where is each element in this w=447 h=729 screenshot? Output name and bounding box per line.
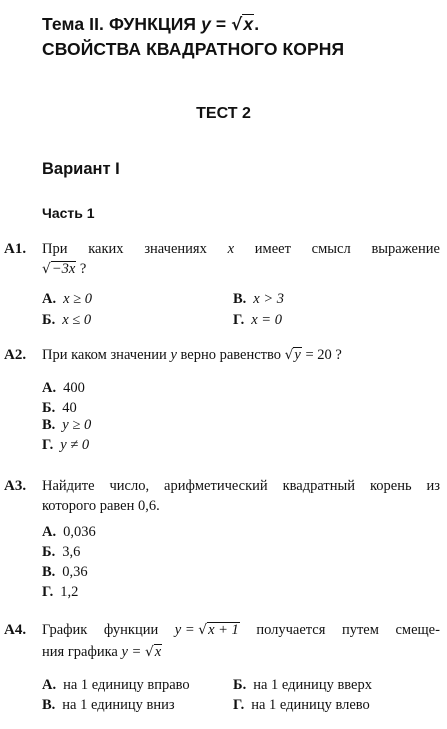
- question-a3-line2: которого равен 0,6.: [42, 498, 160, 514]
- a4-option-v[interactable]: В. на 1 единицу вниз: [42, 697, 175, 713]
- a2-option-v[interactable]: В. y ≥ 0: [42, 417, 92, 433]
- a4-option-b[interactable]: Б. на 1 единицу вверх: [233, 677, 372, 693]
- question-a4-line1: График функции y = √x + 1 получается путем смеще-: [42, 622, 440, 638]
- question-number-a4: A4.: [4, 622, 27, 638]
- a2-option-a[interactable]: А. 400: [42, 380, 85, 396]
- question-number-a1: A1.: [4, 241, 27, 257]
- a3-option-v[interactable]: В. 0,36: [42, 564, 88, 580]
- a2-option-b[interactable]: Б. 40: [42, 400, 77, 416]
- a3-option-b[interactable]: Б. 3,6: [42, 544, 81, 560]
- question-number-a2: A2.: [4, 347, 27, 363]
- a1-option-g[interactable]: Г. x = 0: [233, 312, 282, 328]
- question-a1-line2: √−3x ?: [42, 261, 87, 277]
- question-a4-line2: ния графика y = √x: [42, 644, 162, 660]
- a3-option-a[interactable]: А. 0,036: [42, 524, 96, 540]
- question-number-a3: A3.: [4, 478, 27, 494]
- a4-option-g[interactable]: Г. на 1 единицу влево: [233, 697, 370, 713]
- part-title: Часть 1: [42, 205, 95, 221]
- a4-option-a[interactable]: А. на 1 единицу вправо: [42, 677, 190, 693]
- question-a3-line1: Найдите число, арифметический квадратный корень из: [42, 478, 440, 494]
- a2-option-g[interactable]: Г. y ≠ 0: [42, 437, 90, 453]
- a1-option-a[interactable]: А. x ≥ 0: [42, 291, 93, 307]
- topic-title-line1: Тема II. ФУНКЦИЯ y = √x.: [42, 14, 260, 34]
- a3-option-g[interactable]: Г. 1,2: [42, 584, 79, 600]
- a2-sqrt-expression: √y: [284, 347, 301, 363]
- a1-sqrt-expression: √−3x: [42, 261, 76, 277]
- a1-option-b[interactable]: Б. x ≤ 0: [42, 312, 92, 328]
- topic-title-y: y: [201, 14, 211, 34]
- test-title: ТЕСТ 2: [196, 105, 251, 122]
- topic-title-sqrt: √x: [231, 14, 254, 34]
- a1-option-v[interactable]: В. x > 3: [233, 291, 285, 307]
- a4-equation-1: y = √x + 1: [174, 622, 239, 638]
- topic-title-eq: =: [210, 14, 232, 34]
- topic-title-line2: СВОЙСТВА КВАДРАТНОГО КОРНЯ: [42, 39, 345, 59]
- topic-title-prefix: Тема II. ФУНКЦИЯ: [42, 14, 197, 34]
- variant-title: Вариант I: [42, 160, 120, 178]
- a4-equation-2: y = √x: [121, 644, 162, 660]
- question-a2-text: При каком значении y верно равенство √y = 20 ?: [42, 347, 342, 363]
- question-a1-line1: При каких значениях x имеет смысл выражение: [42, 241, 440, 257]
